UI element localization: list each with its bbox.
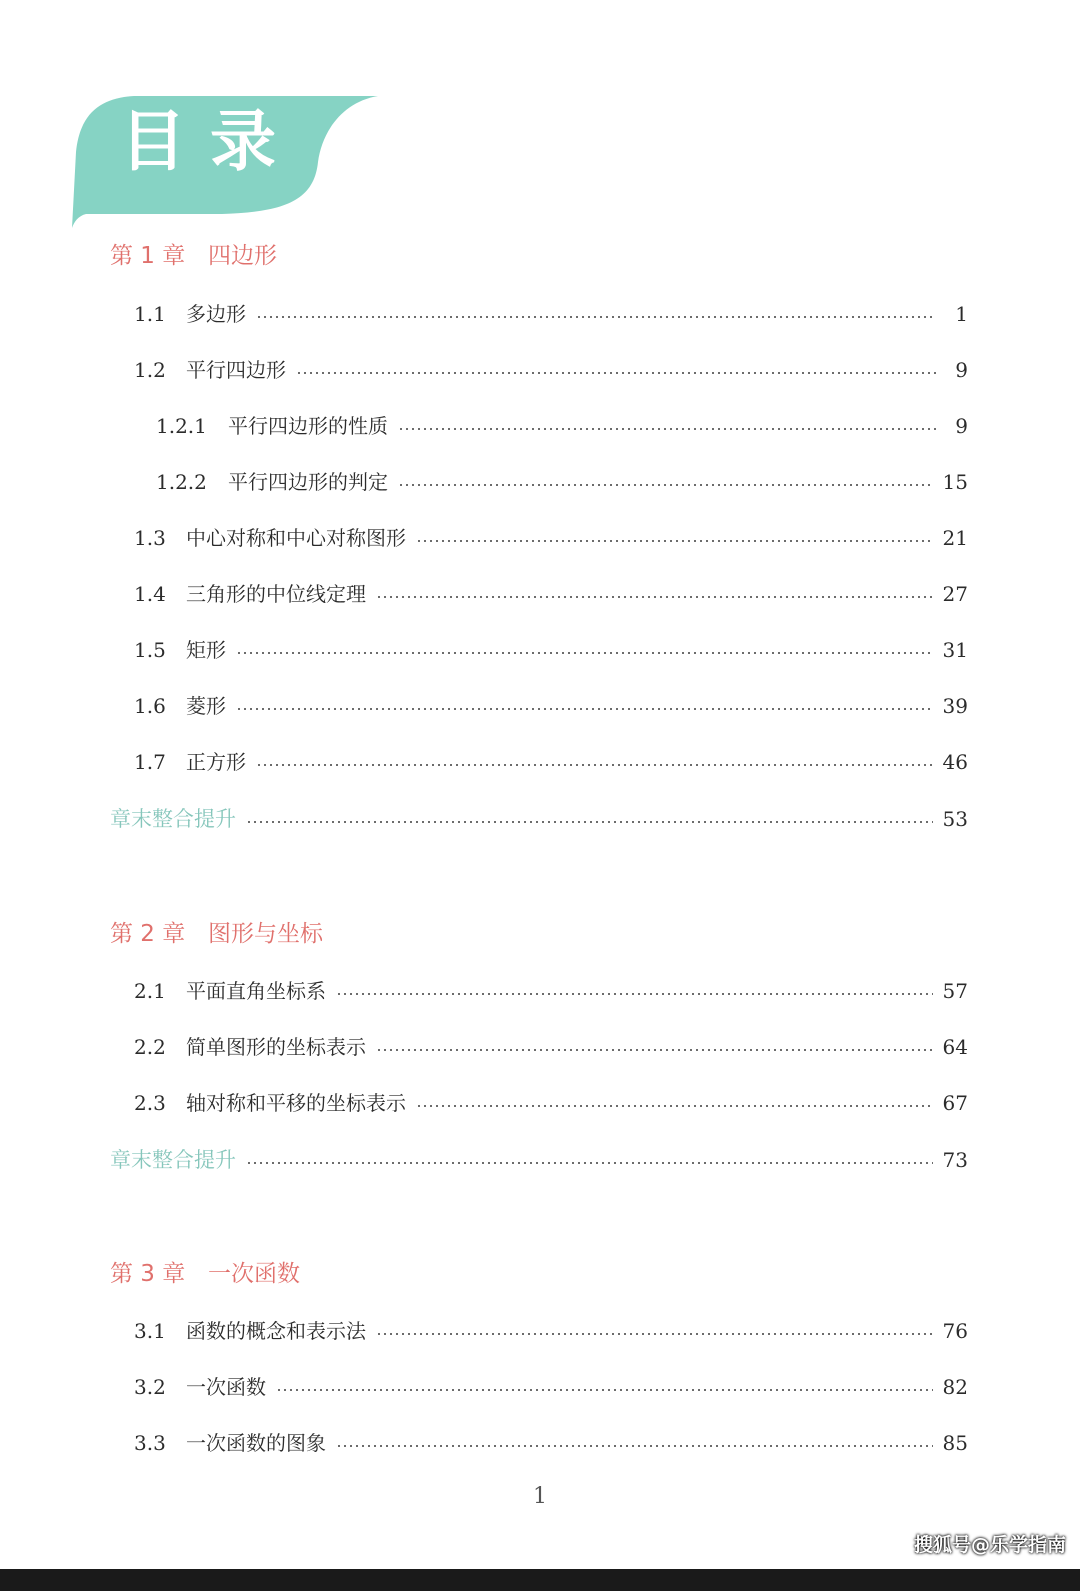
dot-leader [296, 372, 936, 374]
chapter-label: 第 3 章 [110, 1261, 186, 1287]
entry-number: 1.2.2 [156, 470, 207, 494]
entry-number: 1.5 [134, 638, 166, 662]
toc-entry[interactable] [134, 1372, 968, 1402]
dot-leader [246, 1162, 933, 1164]
entry-page: 85 [942, 1431, 968, 1455]
entry-title: 三角形的中位线定理 [186, 582, 366, 606]
dot-leader [236, 652, 933, 654]
chapter-heading[interactable] [110, 1258, 300, 1290]
toc-entry[interactable] [134, 579, 968, 609]
entry-title: 中心对称和中心对称图形 [186, 526, 406, 550]
toc-entry[interactable] [134, 1316, 968, 1346]
toc-entry[interactable] [134, 976, 968, 1006]
entry-page: 9 [955, 358, 968, 382]
entry-title: 轴对称和平移的坐标表示 [186, 1091, 406, 1115]
entry-page: 57 [942, 979, 968, 1003]
entry-number: 1.6 [134, 694, 166, 718]
entry-page: 39 [942, 694, 968, 718]
entry-page: 15 [942, 470, 968, 494]
entry-number: 3.3 [134, 1431, 166, 1455]
entry-number: 1.2 [134, 358, 166, 382]
chapter-label: 第 2 章 [110, 921, 186, 947]
page-number: 1 [533, 1484, 547, 1509]
toc-entry[interactable] [134, 635, 968, 665]
entry-page: 21 [942, 526, 968, 550]
dot-leader [276, 1389, 933, 1391]
dot-leader [376, 1333, 933, 1335]
dot-leader [376, 1049, 933, 1051]
entry-page: 27 [942, 582, 968, 606]
entry-title: 正方形 [186, 750, 246, 774]
toc-entry[interactable] [134, 299, 968, 329]
dot-leader [256, 764, 933, 766]
chapter-summary-entry[interactable] [110, 804, 968, 834]
toc-entry[interactable] [134, 523, 968, 553]
entry-title: 一次函数 [186, 1375, 266, 1399]
entry-number: 1.4 [134, 582, 166, 606]
dot-leader [336, 993, 933, 995]
entry-title: 简单图形的坐标表示 [186, 1035, 366, 1059]
entry-title: 平行四边形的判定 [228, 470, 388, 494]
chapter-heading[interactable] [110, 918, 323, 950]
page-title: 目录 [120, 103, 300, 180]
toc-subentry[interactable] [156, 411, 968, 441]
toc-entry[interactable] [134, 747, 968, 777]
dot-leader [416, 540, 933, 542]
dot-leader [336, 1445, 933, 1447]
summary-title: 章末整合提升 [110, 807, 236, 831]
entry-page: 82 [942, 1375, 968, 1399]
chapter-heading[interactable] [110, 240, 277, 272]
entry-number: 3.1 [134, 1319, 166, 1343]
entry-title: 函数的概念和表示法 [186, 1319, 366, 1343]
entry-title: 平行四边形 [186, 358, 286, 382]
dot-leader [236, 708, 933, 710]
chapter-summary-entry[interactable] [110, 1145, 968, 1175]
entry-page: 46 [942, 750, 968, 774]
dot-leader [398, 484, 933, 486]
dot-leader [376, 596, 933, 598]
toc-subentry[interactable] [156, 467, 968, 497]
entry-number: 1.3 [134, 526, 166, 550]
chapter-title: 图形与坐标 [208, 921, 323, 947]
watermark-text: 搜狐号@乐学指南 [913, 1534, 1066, 1556]
toc-entry[interactable] [134, 691, 968, 721]
entry-page: 76 [942, 1319, 968, 1343]
chapter-title: 四边形 [208, 243, 277, 269]
entry-page: 64 [942, 1035, 968, 1059]
entry-title: 多边形 [186, 302, 246, 326]
entry-number: 1.7 [134, 750, 166, 774]
entry-title: 矩形 [186, 638, 226, 662]
toc-entry[interactable] [134, 1032, 968, 1062]
toc-entry[interactable] [134, 1428, 968, 1458]
dot-leader [256, 316, 936, 318]
entry-number: 2.2 [134, 1035, 166, 1059]
entry-number: 3.2 [134, 1375, 166, 1399]
toc-entry[interactable] [134, 1088, 968, 1118]
entry-title: 平面直角坐标系 [186, 979, 326, 1003]
entry-page: 31 [942, 638, 968, 662]
entry-page: 1 [955, 302, 968, 326]
entry-number: 1.1 [134, 302, 166, 326]
bottom-bar [0, 1569, 1080, 1591]
toc-entry[interactable] [134, 355, 968, 385]
dot-leader [416, 1105, 933, 1107]
dot-leader [246, 821, 933, 823]
entry-page: 67 [942, 1091, 968, 1115]
entry-number: 1.2.1 [156, 414, 207, 438]
entry-number: 2.3 [134, 1091, 166, 1115]
entry-number: 2.1 [134, 979, 166, 1003]
entry-title: 平行四边形的性质 [228, 414, 388, 438]
entry-page: 53 [942, 807, 968, 831]
entry-page: 9 [955, 414, 968, 438]
entry-title: 菱形 [186, 694, 226, 718]
chapter-label: 第 1 章 [110, 243, 186, 269]
summary-title: 章末整合提升 [110, 1148, 236, 1172]
entry-title: 一次函数的图象 [186, 1431, 326, 1455]
chapter-title: 一次函数 [208, 1261, 300, 1287]
dot-leader [398, 428, 936, 430]
entry-page: 73 [942, 1148, 968, 1172]
